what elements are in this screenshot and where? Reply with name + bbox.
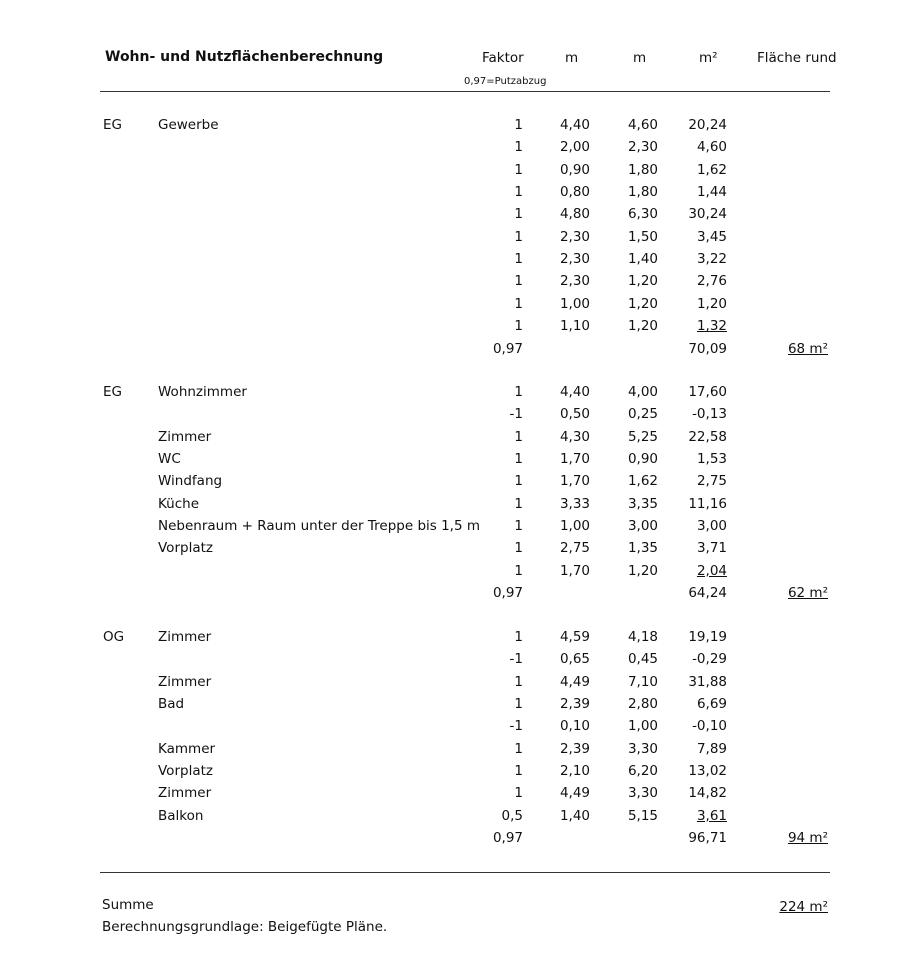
col-header-area: m² [699,50,718,66]
table-row [0,651,920,669]
rounded-area: 62 m² [787,585,828,602]
factor-value: 1 [514,518,523,535]
factor-value: 0,5 [501,807,523,824]
table-row [0,318,920,336]
table-row [0,763,920,781]
table-row [0,206,920,224]
factor-value: 1 [514,318,523,335]
table-row [0,718,920,736]
area-value: -0,13 [692,406,727,423]
summary-total: 224 m² [779,899,828,915]
area-value: 7,89 [696,740,727,757]
room-name: Balkon [158,807,204,824]
floor-label: EG [103,384,122,400]
col-header-faktor: Faktor [482,50,524,66]
length-value: 0,50 [559,406,590,423]
width-value: 1,20 [627,273,658,290]
area-value: -0,10 [692,718,727,735]
length-value: 4,49 [559,785,590,802]
area-value: 14,82 [688,785,727,802]
length-value: 2,75 [559,540,590,557]
document-title: Wohn- und Nutzflächenberechnung [105,49,384,65]
subtotal-area: 96,71 [688,830,727,847]
area-value: 2,04 [696,562,727,579]
width-value: 3,30 [627,740,658,757]
room-name: Gewerbe [158,117,219,133]
area-value: 22,58 [688,428,727,445]
factor-value: 1 [514,117,523,133]
area-value: 3,71 [696,540,727,557]
table-row [0,429,920,447]
length-value: 4,30 [559,428,590,445]
length-value: 2,00 [559,139,590,156]
width-value: 4,00 [627,384,658,400]
width-value: 2,30 [627,139,658,156]
area-value: 3,00 [696,518,727,535]
factor-value: 1 [514,273,523,290]
factor-value: 1 [514,295,523,312]
table-row [0,162,920,180]
table-row [0,696,920,714]
table-row [0,473,920,491]
width-value: 4,18 [627,629,658,645]
length-value: 0,65 [559,651,590,668]
rounded-area: 94 m² [787,830,828,847]
header-divider [100,91,830,92]
factor-value: 1 [514,184,523,201]
width-value: 1,80 [627,161,658,178]
room-name: Küche [158,495,200,512]
table-row [0,229,920,247]
width-value: 1,20 [627,562,658,579]
length-value: 1,70 [559,473,590,490]
table-row [0,808,920,826]
room-name: Nebenraum + Raum unter der Treppe bis 1,5 m [158,518,480,535]
width-value: 5,15 [627,807,658,824]
area-value: 1,20 [696,295,727,312]
floor-label: OG [103,629,125,645]
length-value: 1,70 [559,451,590,468]
room-name: Windfang [158,473,223,490]
area-value: 17,60 [688,384,727,400]
width-value: 0,90 [627,451,658,468]
room-name: Zimmer [158,428,212,445]
room-name: Bad [158,696,185,713]
factor-value: 1 [514,562,523,579]
width-value: 1,35 [627,540,658,557]
width-value: 5,25 [627,428,658,445]
faktor-note: 0,97=Putzabzug [464,76,547,87]
table-row [0,139,920,157]
length-value: 2,30 [559,251,590,268]
area-value: -0,29 [692,651,727,668]
col-header-total: Fläche rund [757,50,837,66]
length-value: 1,10 [559,318,590,335]
calculation-basis: Berechnungsgrundlage: Beigefügte Pläne. [102,919,388,935]
width-value: 2,80 [627,696,658,713]
summary-divider [100,872,830,873]
table-row [0,540,920,558]
factor-value: 1 [514,451,523,468]
factor-value: 1 [514,629,523,645]
length-value: 1,70 [559,562,590,579]
factor-value: 1 [514,428,523,445]
room-name: Zimmer [158,673,212,690]
width-value: 4,60 [627,117,658,133]
length-value: 2,30 [559,273,590,290]
room-name: WC [158,451,181,468]
table-row [0,496,920,514]
table-row [0,674,920,692]
width-value: 1,20 [627,295,658,312]
length-value: 4,49 [559,673,590,690]
area-value: 1,62 [696,161,727,178]
width-value: 3,35 [627,495,658,512]
width-value: 3,30 [627,785,658,802]
width-value: 6,20 [627,763,658,780]
length-value: 2,39 [559,696,590,713]
col-header-m2: m [633,50,647,66]
factor-value: 1 [514,495,523,512]
factor-value: 1 [514,673,523,690]
factor-value: -1 [509,406,523,423]
length-value: 1,00 [559,295,590,312]
room-name: Zimmer [158,629,212,645]
table-row [0,273,920,291]
area-value: 30,24 [688,206,727,223]
factor-value: 1 [514,763,523,780]
width-value: 1,20 [627,318,658,335]
factor-value: 1 [514,540,523,557]
length-value: 2,30 [559,228,590,245]
area-value: 2,75 [696,473,727,490]
length-value: 0,10 [559,718,590,735]
factor-value: 1 [514,384,523,400]
table-row [0,563,920,581]
subtotal-area: 70,09 [688,340,727,357]
area-value: 6,69 [696,696,727,713]
subtotal-row [0,585,920,603]
length-value: 1,00 [559,518,590,535]
area-value: 4,60 [696,139,727,156]
width-value: 0,45 [627,651,658,668]
table-row [0,785,920,803]
width-value: 3,00 [627,518,658,535]
width-value: 6,30 [627,206,658,223]
table-row [0,117,920,135]
width-value: 1,50 [627,228,658,245]
factor-value: 1 [514,785,523,802]
factor-value: 1 [514,473,523,490]
length-value: 3,33 [559,495,590,512]
room-name: Wohnzimmer [158,384,247,400]
subtotal-area: 64,24 [688,585,727,602]
area-value: 3,22 [696,251,727,268]
area-value: 3,61 [696,807,727,824]
factor-value: -1 [509,651,523,668]
room-name: Vorplatz [158,763,213,780]
area-value: 1,53 [696,451,727,468]
floor-label: EG [103,117,122,133]
width-value: 0,25 [627,406,658,423]
area-value: 19,19 [688,629,727,645]
area-value: 13,02 [688,763,727,780]
subtotal-row [0,830,920,848]
length-value: 4,59 [559,629,590,645]
table-row [0,184,920,202]
plaster-factor: 0,97 [492,585,523,602]
table-row [0,451,920,469]
factor-value: 1 [514,228,523,245]
table-row [0,741,920,759]
col-header-m1: m [565,50,579,66]
factor-value: 1 [514,251,523,268]
subtotal-row [0,341,920,359]
factor-value: 1 [514,206,523,223]
factor-value: 1 [514,740,523,757]
factor-value: 1 [514,696,523,713]
plaster-factor: 0,97 [492,830,523,847]
length-value: 4,40 [559,384,590,400]
room-name: Zimmer [158,785,212,802]
width-value: 7,10 [627,673,658,690]
area-value: 20,24 [688,117,727,133]
area-value: 31,88 [688,673,727,690]
length-value: 2,10 [559,763,590,780]
area-value: 3,45 [696,228,727,245]
width-value: 1,00 [627,718,658,735]
rounded-area: 68 m² [787,340,828,357]
area-value: 2,76 [696,273,727,290]
area-value: 1,44 [696,184,727,201]
table-row [0,384,920,402]
room-name: Kammer [158,740,216,757]
length-value: 0,90 [559,161,590,178]
length-value: 4,80 [559,206,590,223]
table-row [0,251,920,269]
room-name: Vorplatz [158,540,213,557]
length-value: 1,40 [559,807,590,824]
area-value: 1,32 [696,318,727,335]
plaster-factor: 0,97 [492,340,523,357]
length-value: 0,80 [559,184,590,201]
table-row [0,296,920,314]
length-value: 4,40 [559,117,590,133]
length-value: 2,39 [559,740,590,757]
summary-label: Summe [102,897,154,913]
width-value: 1,62 [627,473,658,490]
factor-value: 1 [514,161,523,178]
table-row [0,406,920,424]
factor-value: -1 [509,718,523,735]
table-row [0,518,920,536]
width-value: 1,40 [627,251,658,268]
table-row [0,629,920,647]
width-value: 1,80 [627,184,658,201]
area-value: 11,16 [688,495,727,512]
factor-value: 1 [514,139,523,156]
